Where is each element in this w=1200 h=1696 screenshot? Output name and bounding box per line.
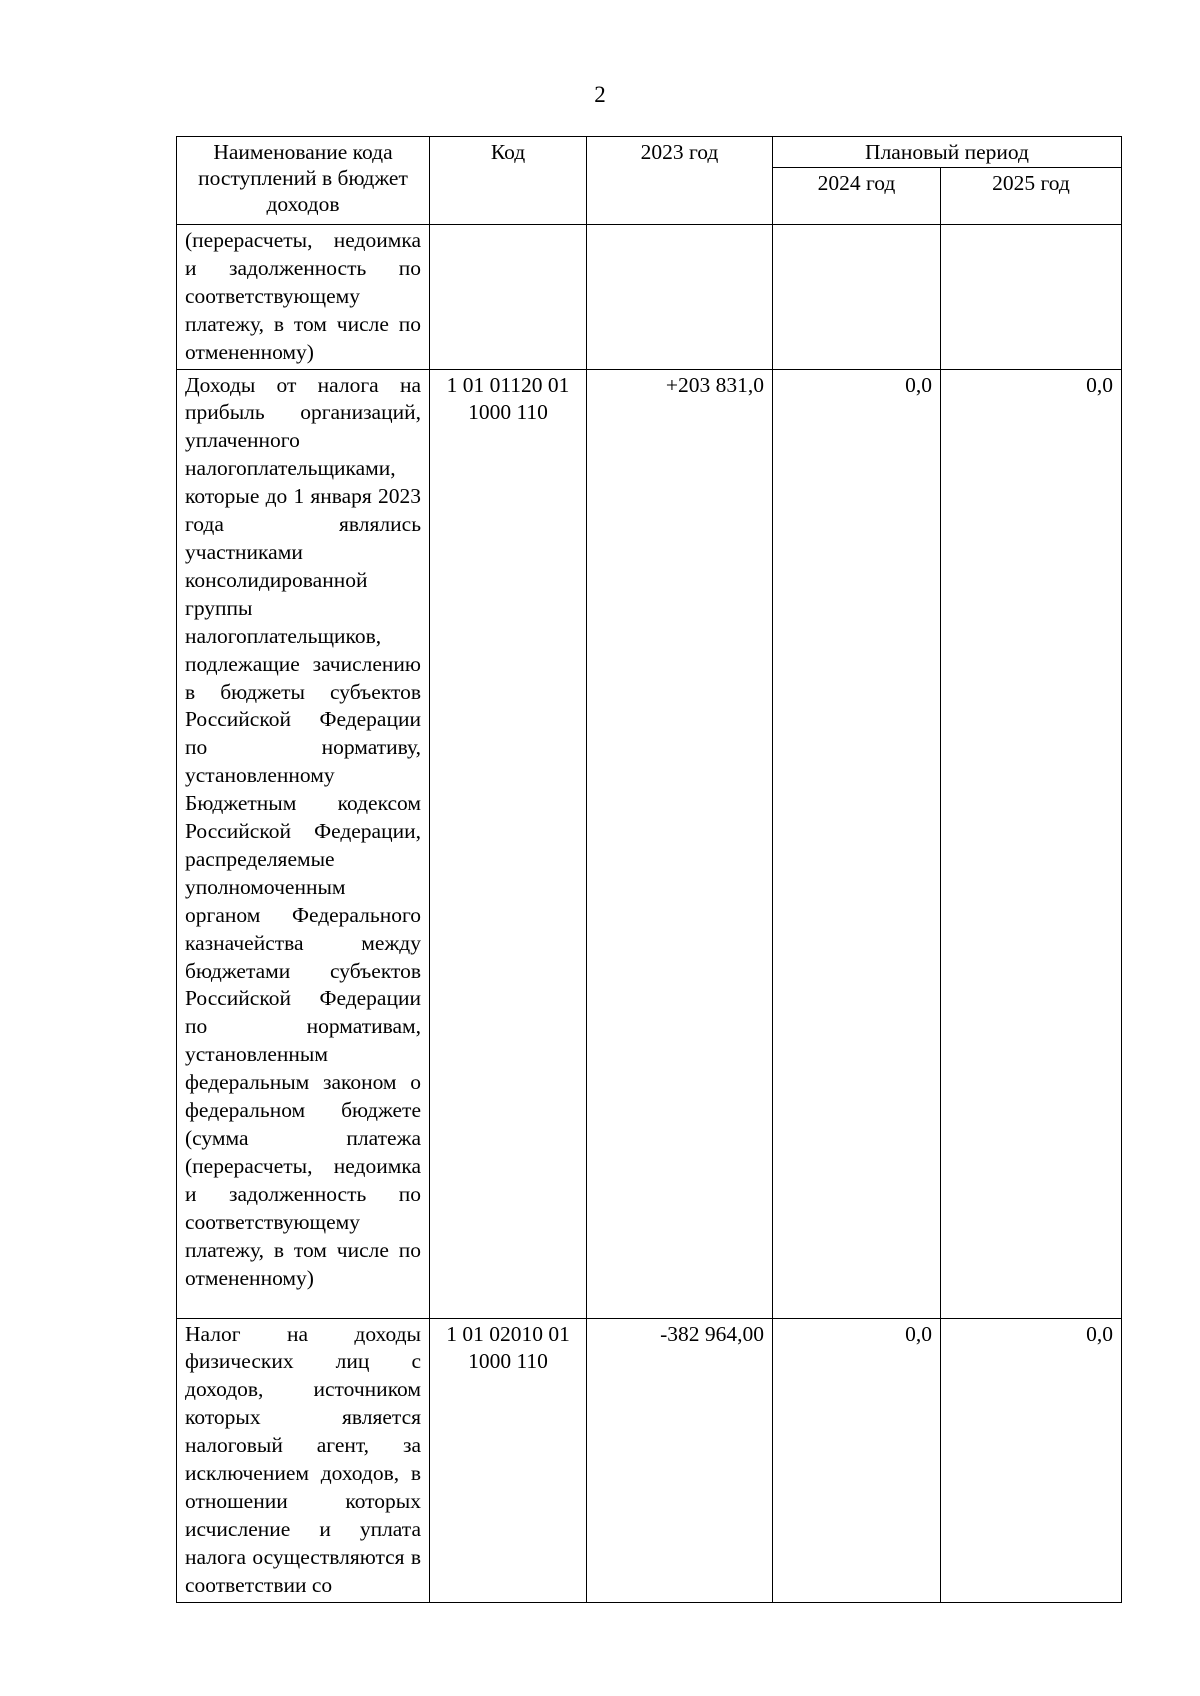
page-number: 2 [594,82,606,107]
table-row [177,225,1122,370]
header-row [177,137,1122,168]
revenue-table [176,136,1122,1603]
row-2023-cell [587,225,773,370]
header-year-2024: 2024 год [773,168,941,225]
header-name: Наименование кода поступлений в бюджет доходов [177,137,430,225]
header-code: Код [430,137,587,225]
header-year-2023: 2023 год [587,137,773,225]
row-2024-cell [773,225,941,370]
row-code-cell: 1 01 01120 01 1000 110 [430,369,587,1318]
row-2025-cell: 0,0 [941,1318,1122,1602]
table-row [177,1318,1122,1602]
row-2024-cell: 0,0 [773,369,941,1318]
row-2023-cell: -382 964,00 [587,1318,773,1602]
header-year-2025: 2025 год [941,168,1122,225]
row-2025-cell: 0,0 [941,369,1122,1318]
row-2023-cell: +203 831,0 [587,369,773,1318]
row-name-cell: (перерасчеты, недоимка и задолженность по соответствующему платежу, в том числе по отмененному) [177,225,430,370]
row-2025-cell [941,225,1122,370]
row-code-cell [430,225,587,370]
row-2024-cell: 0,0 [773,1318,941,1602]
table-row [177,369,1122,1318]
row-code-cell: 1 01 02010 01 1000 110 [430,1318,587,1602]
header-planning-period: Плановый период [773,137,1122,168]
row-name-cell: Налог на доходы физических лиц с доходов, источником которых является налоговый агент, за исключением доходов, в отношении которых исчисление и уплата налога осуществляются в соответствии со [177,1318,430,1602]
row-name-cell: Доходы от налога на прибыль организаций, уплаченного налогоплательщиками, которые до 1 января 2023 года являлись участниками консолидированной группы налогоплательщиков, подлежащие зачислению в бюджеты субъектов Российской Федерации по нормативу, установленному Бюджетным кодексом Российской Федерации, распределяемые уполномоченным органом Федерального казначейства между бюджетами субъектов Российской Федерации по нормативам, установленным федеральным законом о федеральном бюджете (сумма платежа (перерасчеты, недоимка и задолженность по соответствующему платежу, в том числе по отмененному) [177,369,430,1318]
